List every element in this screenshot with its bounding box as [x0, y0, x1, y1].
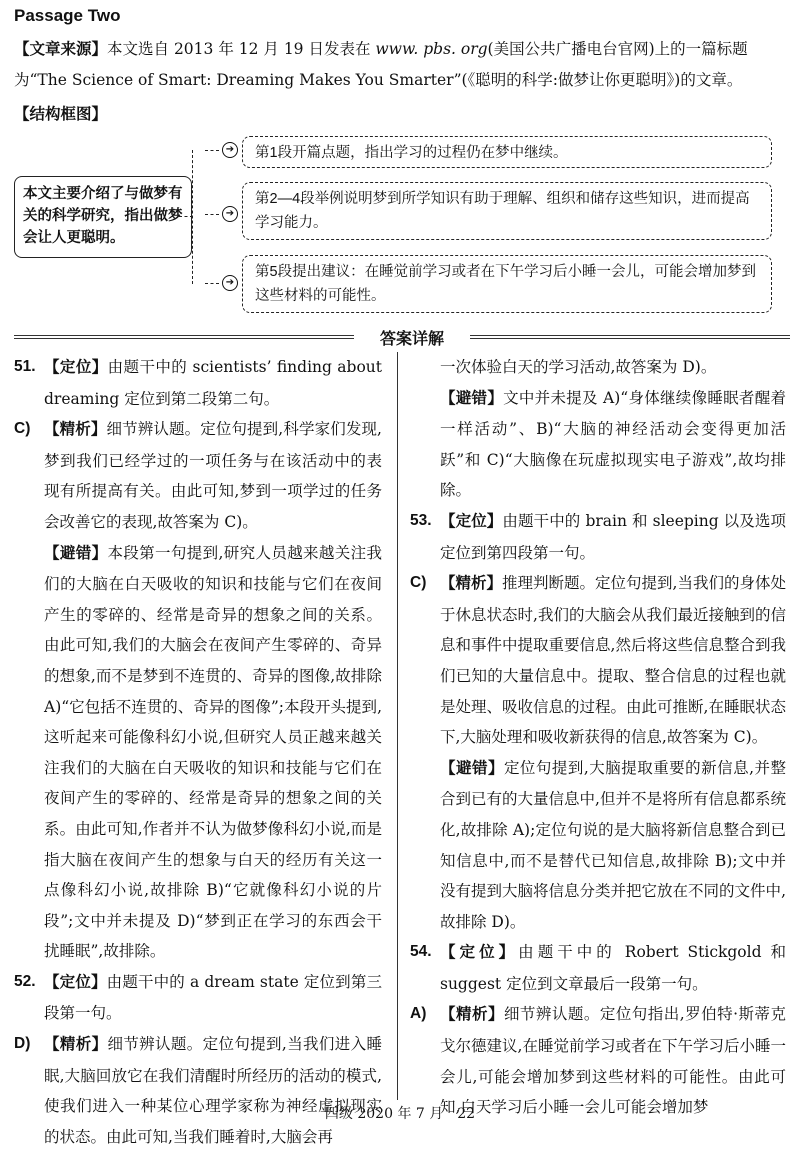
q53-avoid-errors [410, 753, 786, 938]
q52-analysis [14, 1029, 382, 1152]
source-text-2: (美国公共广播电台官网)上的一篇标题为“The Science of Smart: Dreaming Makes You Smarter”(《聪明的科学:做梦让你更聪明》)的文章。 [14, 40, 748, 89]
q53-locate [410, 506, 786, 568]
answers-left-column [14, 352, 382, 1152]
avoid-tag: 【避错】 [440, 759, 504, 777]
q51-avoid-errors [14, 538, 382, 967]
q51-answer: C) [14, 420, 31, 438]
locate-tag: 【定位】 [440, 944, 519, 962]
structure-main-box: 本文主要介绍了与做梦有关的科学研究，指出做梦会让人更聪明。 [14, 176, 192, 258]
q52-analysis-text: 细节辨认题。定位句提到,当我们进入睡眠,大脑回放它在我们清醒时所经历的活动的模式,使我们进入一种某位心理学家称为神经虚拟现实的状态。由此可知,当我们睡着时,大脑会再 [44, 1035, 382, 1146]
q53-locate-text: 由题干中的 brain 和 sleeping 以及选项定位到第四段第一句。 [440, 511, 786, 562]
q54-analysis-text: 细节辨认题。定位句指出,罗伯特·斯蒂克戈尔德建议,在睡觉前学习或者在下午学习后小睡一会儿,可能会增加梦到这些材料的可能性。由此可知,白天学习后小睡一会儿可能会增加梦 [440, 1005, 786, 1117]
answers-title: 答案详解 [379, 331, 444, 348]
arrow-icon: ➔ [222, 142, 238, 158]
q51-avoid-text: 本段第一句提到,研究人员越来越关注我们的大脑在白天吸收的知识和技能与它们在夜间产生的零碎的、经常是奇异的想象之间的关系。由此可知,我们的大脑会在夜间产生零碎的、奇异的想象,而不是梦到不连贯的、奇异的图像,故排除 A)“它包括不连贯的、奇异的图像”;本段开头提到,这听起来可能像科幻小说,但研究人员正越来越关注我们的大脑在白天吸收的知识和技能与它们在夜间产生的零碎的、经常是奇异的想象之间的关系。由此可知,作者并不认为做梦像科幻小说,而是指大脑在夜间产生的想象与白天的经历有关这一点像科幻小说,故排除 B)“它就像科幻小说的片段”;文中并未提及 D)“梦到正在学习的东西会干扰睡眠”,故排除。 [44, 543, 382, 961]
q51-analysis-text: 细节辨认题。定位句提到,科学家们发现,梦到我们已经学过的一项任务与在该活动中的表现有所提高有关。由此可知,梦到一项学过的任务会改善它的表现,故答案为 C)。 [44, 420, 382, 531]
source-text-1: 本文选自 2013 年 12 月 19 日发表在 [107, 40, 376, 58]
analysis-tag: 【精析】 [44, 421, 107, 439]
answers-right-column [410, 352, 786, 1123]
q54-locate-text: 由题干中的 Robert Stickgold 和 suggest 定位到文章最后一段第一句。 [440, 943, 786, 993]
q51-analysis [14, 414, 382, 537]
analysis-tag: 【精析】 [440, 1006, 504, 1024]
q53-answer: C) [410, 574, 427, 592]
locate-tag: 【定位】 [440, 512, 503, 530]
q52-number: 52. [14, 972, 36, 990]
q54-locate [410, 937, 786, 999]
arrow-icon: ➔ [222, 275, 238, 291]
q52-locate [14, 967, 382, 1029]
analysis-tag: 【精析】 [44, 1036, 108, 1054]
source-site: www. pbs. org [375, 40, 488, 58]
structure-item-1: 第1段开篇点题，指出学习的过程仍在梦中继续。 [242, 136, 772, 168]
structure-item-3: 第5段提出建议：在睡觉前学习或者在下午学习后小睡一会儿，可能会增加梦到这些材料的可能性。 [242, 255, 772, 313]
answers-section-header [14, 326, 790, 348]
q53-number: 53. [410, 511, 432, 529]
q52-avoid-errors [410, 383, 786, 506]
q52-answer: D) [14, 1035, 31, 1053]
q52-analysis-continued: 一次体验白天的学习活动,故答案为 D)。 [440, 358, 717, 376]
q51-locate-text: 由题干中的 scientists’ finding about dreaming 定位到第二段第二句。 [44, 358, 382, 408]
passage-title: Passage Two [14, 6, 121, 25]
q54-number: 54. [410, 943, 432, 961]
q51-locate [14, 352, 382, 414]
source-tag: 【文章来源】 [14, 41, 108, 58]
q54-answer: A) [410, 1005, 427, 1023]
analysis-tag: 【精析】 [440, 575, 503, 593]
page-footer: 四级 2020 年 7 月 22 [324, 1106, 476, 1122]
article-source [14, 34, 790, 95]
q52-locate-text: 由题干中的 a dream state 定位到第三段第一句。 [44, 972, 382, 1023]
arrow-icon: ➔ [222, 206, 238, 222]
structure-item-2: 第2—4段举例说明梦到所学知识有助于理解、组织和储存这些知识，进而提高学习能力。 [242, 182, 772, 240]
structure-heading: 【结构框图】 [14, 106, 108, 123]
q53-avoid-text: 定位句提到,大脑提取重要的新信息,并整合到已有的大量信息中,但并不是将所有信息都系统化,故排除 A);定位句说的是大脑将新信息整合到已知信息中,而不是替代已知信息,故排除 B);文中并没有提到大脑将信息分类并把它放在不同的文件中,故排除 D)。 [440, 758, 786, 931]
q52-avoid-text: 文中并未提及 A)“身体继续像睡眠者醒着一样活动”、B)“大脑的神经活动会变得更加活跃”和 C)“大脑像在玩虚拟现实电子游戏”,故均排除。 [440, 388, 786, 500]
avoid-tag: 【避错】 [44, 544, 108, 562]
locate-tag: 【定位】 [44, 973, 107, 991]
structure-bracket [192, 150, 222, 284]
q51-number: 51. [14, 358, 36, 375]
q53-analysis [410, 568, 786, 753]
locate-tag: 【定位】 [44, 359, 108, 376]
avoid-tag: 【避错】 [440, 389, 504, 407]
q53-analysis-text: 推理判断题。定位句提到,当我们的身体处于休息状态时,我们的大脑会从我们最近接触到的信息和事件中提取重要信息,然后将这些信息整合到我们已知的大量信息中。提取、整合信息的过程也就是处理、吸收信息的过程。由此可推断,在睡眠状态下,大脑处理和吸收新获得的信息,故答案为 C)。 [440, 574, 786, 747]
column-divider [397, 352, 398, 1100]
